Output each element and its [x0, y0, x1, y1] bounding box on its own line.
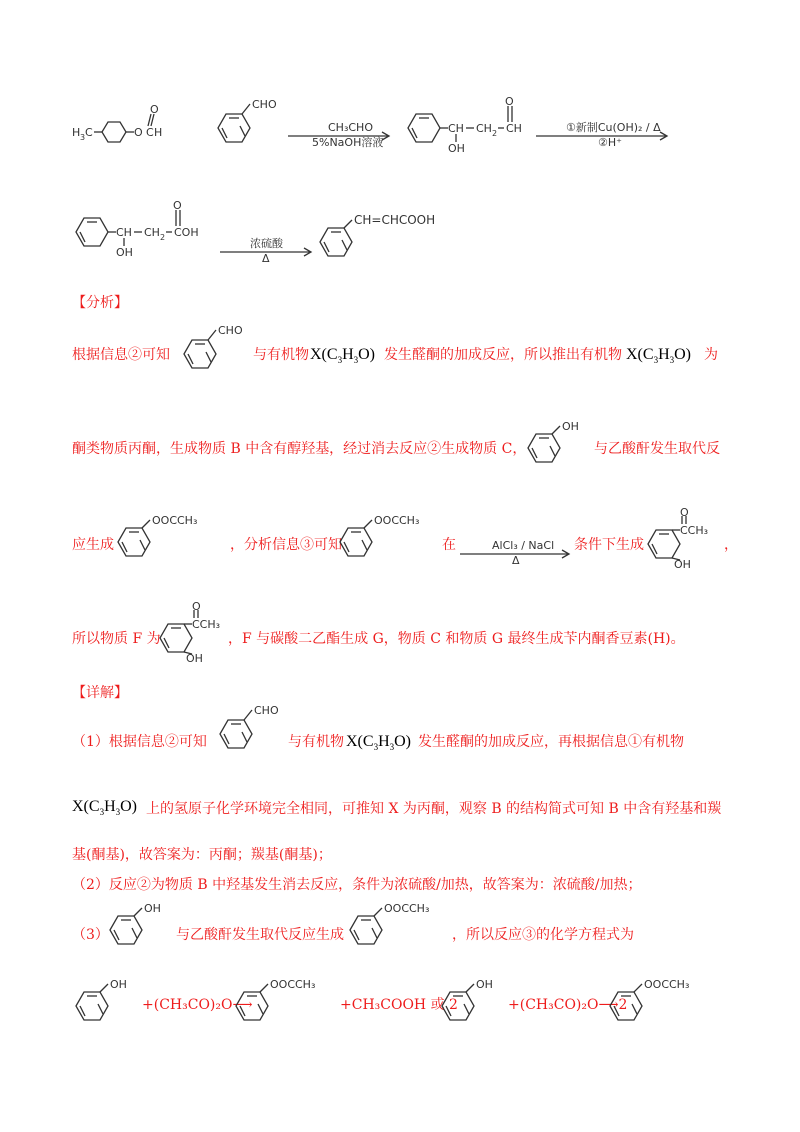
svg-text:OH: OH: [562, 420, 579, 433]
svg-text:OH: OH: [144, 902, 161, 915]
detail-q1-text-e: 基(酮基)，故答案为：丙酮；羰基(酮基)；: [72, 847, 332, 863]
detail-q1-text-d: 上的氢原子化学环境完全相同，可推知 X 为丙酮，观察 B 的结构简式可知 B 中含有羟基和羰: [146, 801, 722, 817]
reaction-arrow-3: [218, 238, 318, 268]
formula-x-3: $X(C_3H_3O)$: [346, 733, 412, 753]
svg-text:O: O: [680, 506, 689, 519]
svg-text:OOCCH₃: OOCCH₃: [644, 978, 690, 991]
benzaldehyde-structure: [208, 98, 288, 148]
svg-text:O: O: [134, 126, 143, 139]
svg-text:②H⁺: ②H⁺: [598, 136, 622, 149]
detail-q3-text-c: ，所以反应③的化学方程式为: [452, 927, 634, 943]
svg-text:OOCCH₃: OOCCH₃: [270, 978, 316, 991]
o-hydroxyacetophenone-inline-2: [156, 600, 236, 665]
svg-text:OH: OH: [448, 142, 465, 155]
detail-q3-text-b: 与乙酸酐发生取代反应生成: [176, 927, 344, 943]
formula-x-2: $X(C_3H_3O)$: [626, 346, 692, 366]
analysis-text-1b: 与有机物: [253, 347, 309, 363]
svg-text:O: O: [192, 600, 201, 613]
svg-text:OOCCH₃: OOCCH₃: [374, 514, 420, 527]
benzaldehyde-inline-2: [210, 704, 290, 754]
hydroxy-acid-structure: [72, 200, 212, 260]
svg-text:CCH₃: CCH₃: [192, 618, 221, 631]
svg-text:2: 2: [492, 129, 498, 138]
detail-q1-text-b: 与有机物: [288, 734, 344, 750]
analysis-text-2b: 与乙酸酐发生取代反: [594, 441, 720, 457]
svg-text:CHO: CHO: [254, 704, 279, 717]
svg-text:CHO: CHO: [218, 324, 243, 337]
phenyl-acetate-eq-2: [606, 976, 726, 1026]
svg-text:2: 2: [160, 233, 166, 242]
detail-q1-text-a: （1）根据信息②可知: [72, 734, 207, 750]
svg-text:5%NaOH溶液: 5%NaOH溶液: [312, 136, 384, 149]
analysis-text-1c: 发生醛酮的加成反应，所以推出有机物: [384, 347, 622, 363]
analysis-text-3d: 条件下生成: [574, 537, 644, 553]
phenyl-acetate-inline-1: [114, 512, 234, 562]
analysis-heading: 【分析】: [72, 295, 128, 311]
svg-text:CH: CH: [448, 122, 464, 135]
phenol-eq-2: [438, 976, 508, 1026]
p-tolyl-formate-structure: [72, 103, 172, 150]
svg-text:OH: OH: [186, 652, 203, 665]
svg-text:OH: OH: [674, 558, 691, 571]
detail-q2-text: （2）反应②为物质 B 中羟基发生消去反应，条件为浓硫酸/加热，故答案为：浓硫酸/加热；: [72, 877, 642, 893]
formula-x-4: $X(C_3H_3O)$: [72, 798, 138, 818]
analysis-text-4b: ，F 与碳酸二乙酯生成 G，物质 C 和物质 G 最终生成苄内酮香豆素(H)。: [228, 631, 685, 647]
svg-text:COH: COH: [174, 226, 199, 239]
svg-text:O: O: [150, 103, 159, 116]
formula-x-1: $X(C_3H_3O)$: [310, 346, 376, 366]
phenyl-acetate-inline-3: [346, 900, 466, 950]
cinnamic-acid-structure: [316, 212, 476, 262]
reaction-arrow-2: [534, 122, 674, 152]
analysis-text-3e: ，: [724, 537, 738, 553]
detail-q3-text-a: （3）: [72, 927, 109, 943]
reaction-arrow-1: [286, 122, 396, 152]
svg-text:Δ: Δ: [262, 252, 270, 265]
benzaldehyde-inline-1: [174, 324, 254, 374]
svg-text:浓硫酸: 浓硫酸: [250, 237, 283, 250]
svg-text:3: 3: [80, 133, 86, 142]
phenyl-acetate-inline-2: [336, 512, 456, 562]
phenyl-acetate-eq-1: [232, 976, 352, 1026]
reaction-arrow-alcl3: [458, 540, 574, 570]
detail-q1-text-c: 发生醛酮的加成反应，再根据信息①有机物: [418, 734, 684, 750]
analysis-text-2a: 酮类物质丙酮，生成物质 B 中含有醇羟基，经过消去反应②生成物质 C，: [72, 441, 527, 457]
svg-text:OH: OH: [476, 978, 493, 991]
svg-text:OOCCH₃: OOCCH₃: [384, 902, 430, 915]
phenol-inline-1: [524, 418, 594, 468]
analysis-text-4a: 所以物质 F 为: [72, 631, 161, 647]
phenol-eq-1: [72, 976, 142, 1026]
svg-text:CH₃CHO: CH₃CHO: [328, 121, 373, 134]
svg-text:C: C: [146, 126, 154, 139]
analysis-text-3b: ，分析信息③可知: [230, 537, 342, 553]
o-hydroxyacetophenone-inline-1: [644, 506, 724, 571]
svg-text:OOCCH₃: OOCCH₃: [152, 514, 198, 527]
detail-heading: 【详解】: [72, 685, 128, 701]
svg-text:①新制Cu(OH)₂ / Δ: ①新制Cu(OH)₂ / Δ: [566, 121, 661, 134]
svg-text:O: O: [505, 95, 514, 108]
analysis-text-3a: 应生成: [72, 537, 114, 553]
svg-text:AlCl₃ / NaCl: AlCl₃ / NaCl: [492, 539, 555, 552]
svg-text:O: O: [173, 199, 182, 212]
svg-text:CH=CHCOOH: CH=CHCOOH: [354, 213, 436, 227]
equation-term-2: +CH₃COOH 或 2: [340, 997, 458, 1013]
equation-term-3: +(CH₃CO)₂O⟶2: [508, 997, 628, 1013]
svg-text:CH: CH: [506, 122, 522, 135]
aldol-product-structure: [404, 96, 534, 156]
svg-text:CHO: CHO: [252, 98, 277, 111]
svg-text:Δ: Δ: [512, 554, 520, 567]
analysis-text-3c: 在: [442, 537, 456, 553]
svg-text:OH: OH: [116, 246, 133, 259]
svg-text:CH: CH: [116, 226, 132, 239]
svg-text:C: C: [85, 126, 93, 139]
svg-text:H: H: [154, 126, 163, 139]
svg-text:H: H: [72, 126, 81, 139]
equation-term-1: +(CH₃CO)₂O⟶: [142, 997, 253, 1013]
phenol-inline-2: [106, 900, 176, 950]
svg-text:OH: OH: [110, 978, 127, 991]
analysis-text-1a: 根据信息②可知: [72, 347, 170, 363]
svg-text:CH: CH: [144, 226, 160, 239]
analysis-text-1d: 为: [704, 347, 718, 363]
svg-text:CH: CH: [476, 122, 492, 135]
svg-text:CCH₃: CCH₃: [680, 524, 709, 537]
